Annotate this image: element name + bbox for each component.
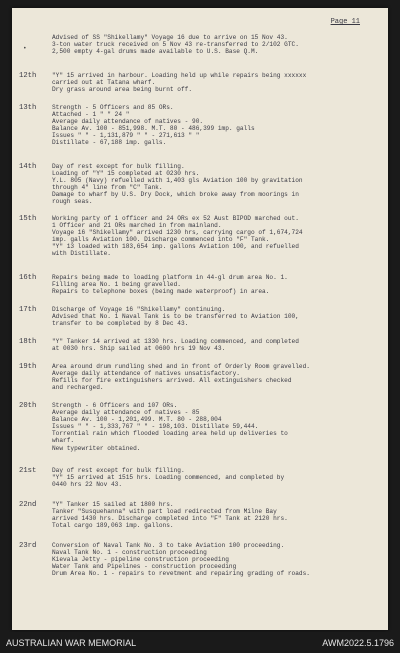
entry-line: imp. galls Aviation 100. Discharge commenced into "F" Tank. bbox=[52, 236, 270, 244]
entry-line: Issues " " - 1,131,879 " " - 271,613 " " bbox=[52, 132, 200, 140]
entry-line: Advised that No. 1 Naval Tank is to be transferred to Aviation 100, bbox=[52, 313, 299, 321]
entry-line: through 4" line from "C" Tank. bbox=[52, 184, 163, 192]
entry-text bbox=[52, 274, 382, 295]
entry-line: Torrential rain which flooded loading area held up deliveries to bbox=[52, 430, 288, 438]
entry-line: transfer to be completed by 8 Dec 43. bbox=[52, 320, 189, 328]
entry-line: Kievala Jetty - pipeline construction proceeding bbox=[52, 556, 229, 564]
entry-text bbox=[52, 104, 382, 147]
page-number: Page 11 bbox=[330, 18, 360, 26]
entry-line: at 0030 hrs. Ship sailed at 0600 hrs 19 Nov 43. bbox=[52, 345, 226, 353]
entry-date: 19th bbox=[19, 363, 37, 371]
entry-line: "Y" Tanker 14 arrived at 1330 hrs. Loading commenced, and completed bbox=[52, 338, 299, 345]
entry-text bbox=[52, 467, 382, 488]
entry-line: Issues " " - 1,333,767 " " - 198,103. Distillate 59,444. bbox=[52, 423, 259, 431]
entry-line: Repairs to telephone boxes (being made waterproof) in area. bbox=[52, 288, 270, 296]
entry-date: 16th bbox=[19, 274, 37, 282]
entry-line: "Y" Tanker 15 sailed at 1800 hrs. bbox=[52, 501, 174, 508]
entry-line: "Y" 13 loaded with 183,654 imp. gallons Aviation 100, and refuelled bbox=[52, 243, 299, 251]
entry-line: Balance Av. 100 - 1,201,499. M.T. 80 - 288,004 bbox=[52, 416, 222, 424]
entry-text bbox=[52, 34, 382, 55]
entry-line: Naval Tank No. 1 - construction proceeding bbox=[52, 549, 207, 557]
entry-text bbox=[52, 363, 382, 391]
entry-line: Working party of 1 officer and 24 ORs ex 52 Aust BIPOD marched out. bbox=[52, 215, 299, 222]
entry-line: Drum Area No. 1 - repairs to revetment and repairing grading of roads. bbox=[52, 570, 310, 578]
entry-line: Discharge of Voyage 16 "Shikellamy" continuing. bbox=[52, 306, 226, 313]
entry-date: 13th bbox=[19, 104, 37, 112]
entry-date: 14th bbox=[19, 163, 37, 171]
entry-line: with Distillate. bbox=[52, 250, 111, 258]
entry-line: Average daily attendance of natives unsatisfactory. bbox=[52, 370, 240, 378]
entry-line: Damage to wharf by U.S. Dry Dock, which broke away from moorings in bbox=[52, 191, 299, 199]
entry-line: arrived 1430 hrs. Discharge completed into "F" Tank at 2120 hrs. bbox=[52, 515, 288, 523]
entry-date: 21st bbox=[19, 467, 37, 475]
entry-line: New typewriter obtained. bbox=[52, 444, 141, 452]
entry-line: Y.L. 805 (Navy) refuelled with 1,403 gls Aviation 100 by gravitation bbox=[52, 177, 303, 185]
entry-line: Tanker "Susquehanna" with part load redirected from Milne Bay bbox=[52, 508, 277, 516]
entry-text bbox=[52, 501, 382, 529]
entry-date: 15th bbox=[19, 215, 37, 223]
entry-text bbox=[52, 72, 382, 93]
entry-text bbox=[52, 215, 382, 258]
entry-line: rough seas. bbox=[52, 198, 93, 206]
entry-date: 20th bbox=[19, 402, 37, 410]
entry-line: Attached - 1 " " 24 " bbox=[52, 111, 130, 119]
archive-footer bbox=[0, 632, 400, 653]
margin-marker: • bbox=[23, 45, 27, 52]
entry-line: wharf. bbox=[52, 437, 75, 445]
entry-date: 22nd bbox=[19, 501, 37, 509]
entry-line: Voyage 16 "Shikellamy" arrived 1230 hrs, carrying cargo of 1,674,724 bbox=[52, 229, 303, 237]
entry-line: and recharged. bbox=[52, 384, 104, 392]
entry-line: Area around drum rundling shed and in front of Orderly Room gravelled. bbox=[52, 363, 310, 370]
entry-line: 3-ton water truck received on 5 Nov 43 re-transferred to 2/102 GTC. bbox=[52, 41, 299, 49]
entry-text bbox=[52, 338, 382, 352]
entry-line: Repairs being made to loading platform in 44-gl drum area No. 1. bbox=[52, 274, 288, 281]
entry-line: Conversion of Naval Tank No. 3 to take Aviation 100 proceeding. bbox=[52, 542, 285, 549]
entry-line: "Y" 15 arrived at 1515 hrs. Loading commenced, and completed by bbox=[52, 474, 285, 482]
entry-line: Advised of SS "Shikellamy" Voyage 16 due to arrive on 15 Nov 43. bbox=[52, 34, 288, 41]
entry-text bbox=[52, 542, 382, 577]
entry-date: 17th bbox=[19, 306, 37, 314]
entry-line: Refills for fire extinguishers arrived. All extinguishers checked bbox=[52, 377, 292, 385]
entry-line: Filling area No. 1 being gravelled. bbox=[52, 281, 181, 289]
entry-line: Strength - 5 Officers and 85 ORs. bbox=[52, 104, 174, 111]
entry-date: 23rd bbox=[19, 542, 37, 550]
entry-line: Day of rest except for bulk filling. bbox=[52, 467, 185, 474]
entry-line: Average daily attendance of natives - 85 bbox=[52, 409, 200, 417]
entry-text bbox=[52, 402, 382, 452]
entry-text bbox=[52, 163, 382, 206]
entry-line: Distillate - 67,188 imp. galls. bbox=[52, 139, 167, 147]
entry-line: Loading of "Y" 15 completed at 0230 hrs. bbox=[52, 170, 200, 178]
entry-line: 1 Officer and 21 ORs marched in from mainland. bbox=[52, 222, 222, 230]
entry-text bbox=[52, 306, 382, 327]
document-page bbox=[12, 8, 388, 630]
entry-line: carried out at Tatana wharf. bbox=[52, 79, 156, 87]
entry-line: 2,500 empty 4-gal drums made available to U.S. Base Q.M. bbox=[52, 48, 259, 56]
entry-line: Day of rest except for bulk filling. bbox=[52, 163, 185, 170]
entry-line: Average daily attendance of natives - 90. bbox=[52, 118, 204, 126]
archive-reference: AWM2022.5.1796 bbox=[322, 638, 394, 648]
archive-name: AUSTRALIAN WAR MEMORIAL bbox=[6, 638, 137, 648]
entry-line: Strength - 6 Officers and 107 ORs. bbox=[52, 402, 178, 409]
entry-date: 18th bbox=[19, 338, 37, 346]
entry-line: Water Tank and Pipelines - construction proceeding bbox=[52, 563, 237, 571]
entry-line: "Y" 15 arrived in harbour. Loading held up while repairs being xxxxxx bbox=[52, 72, 307, 79]
entry-line: Balance Av. 100 - 851,998. M.T. 80 - 486,399 imp. galls bbox=[52, 125, 255, 133]
entry-line: Dry grass around area being burnt off. bbox=[52, 86, 193, 94]
entry-line: 0440 hrs 22 Nov 43. bbox=[52, 481, 123, 489]
entry-date: 12th bbox=[19, 72, 37, 80]
entry-line: Total cargo 189,063 imp. gallons. bbox=[52, 522, 174, 530]
